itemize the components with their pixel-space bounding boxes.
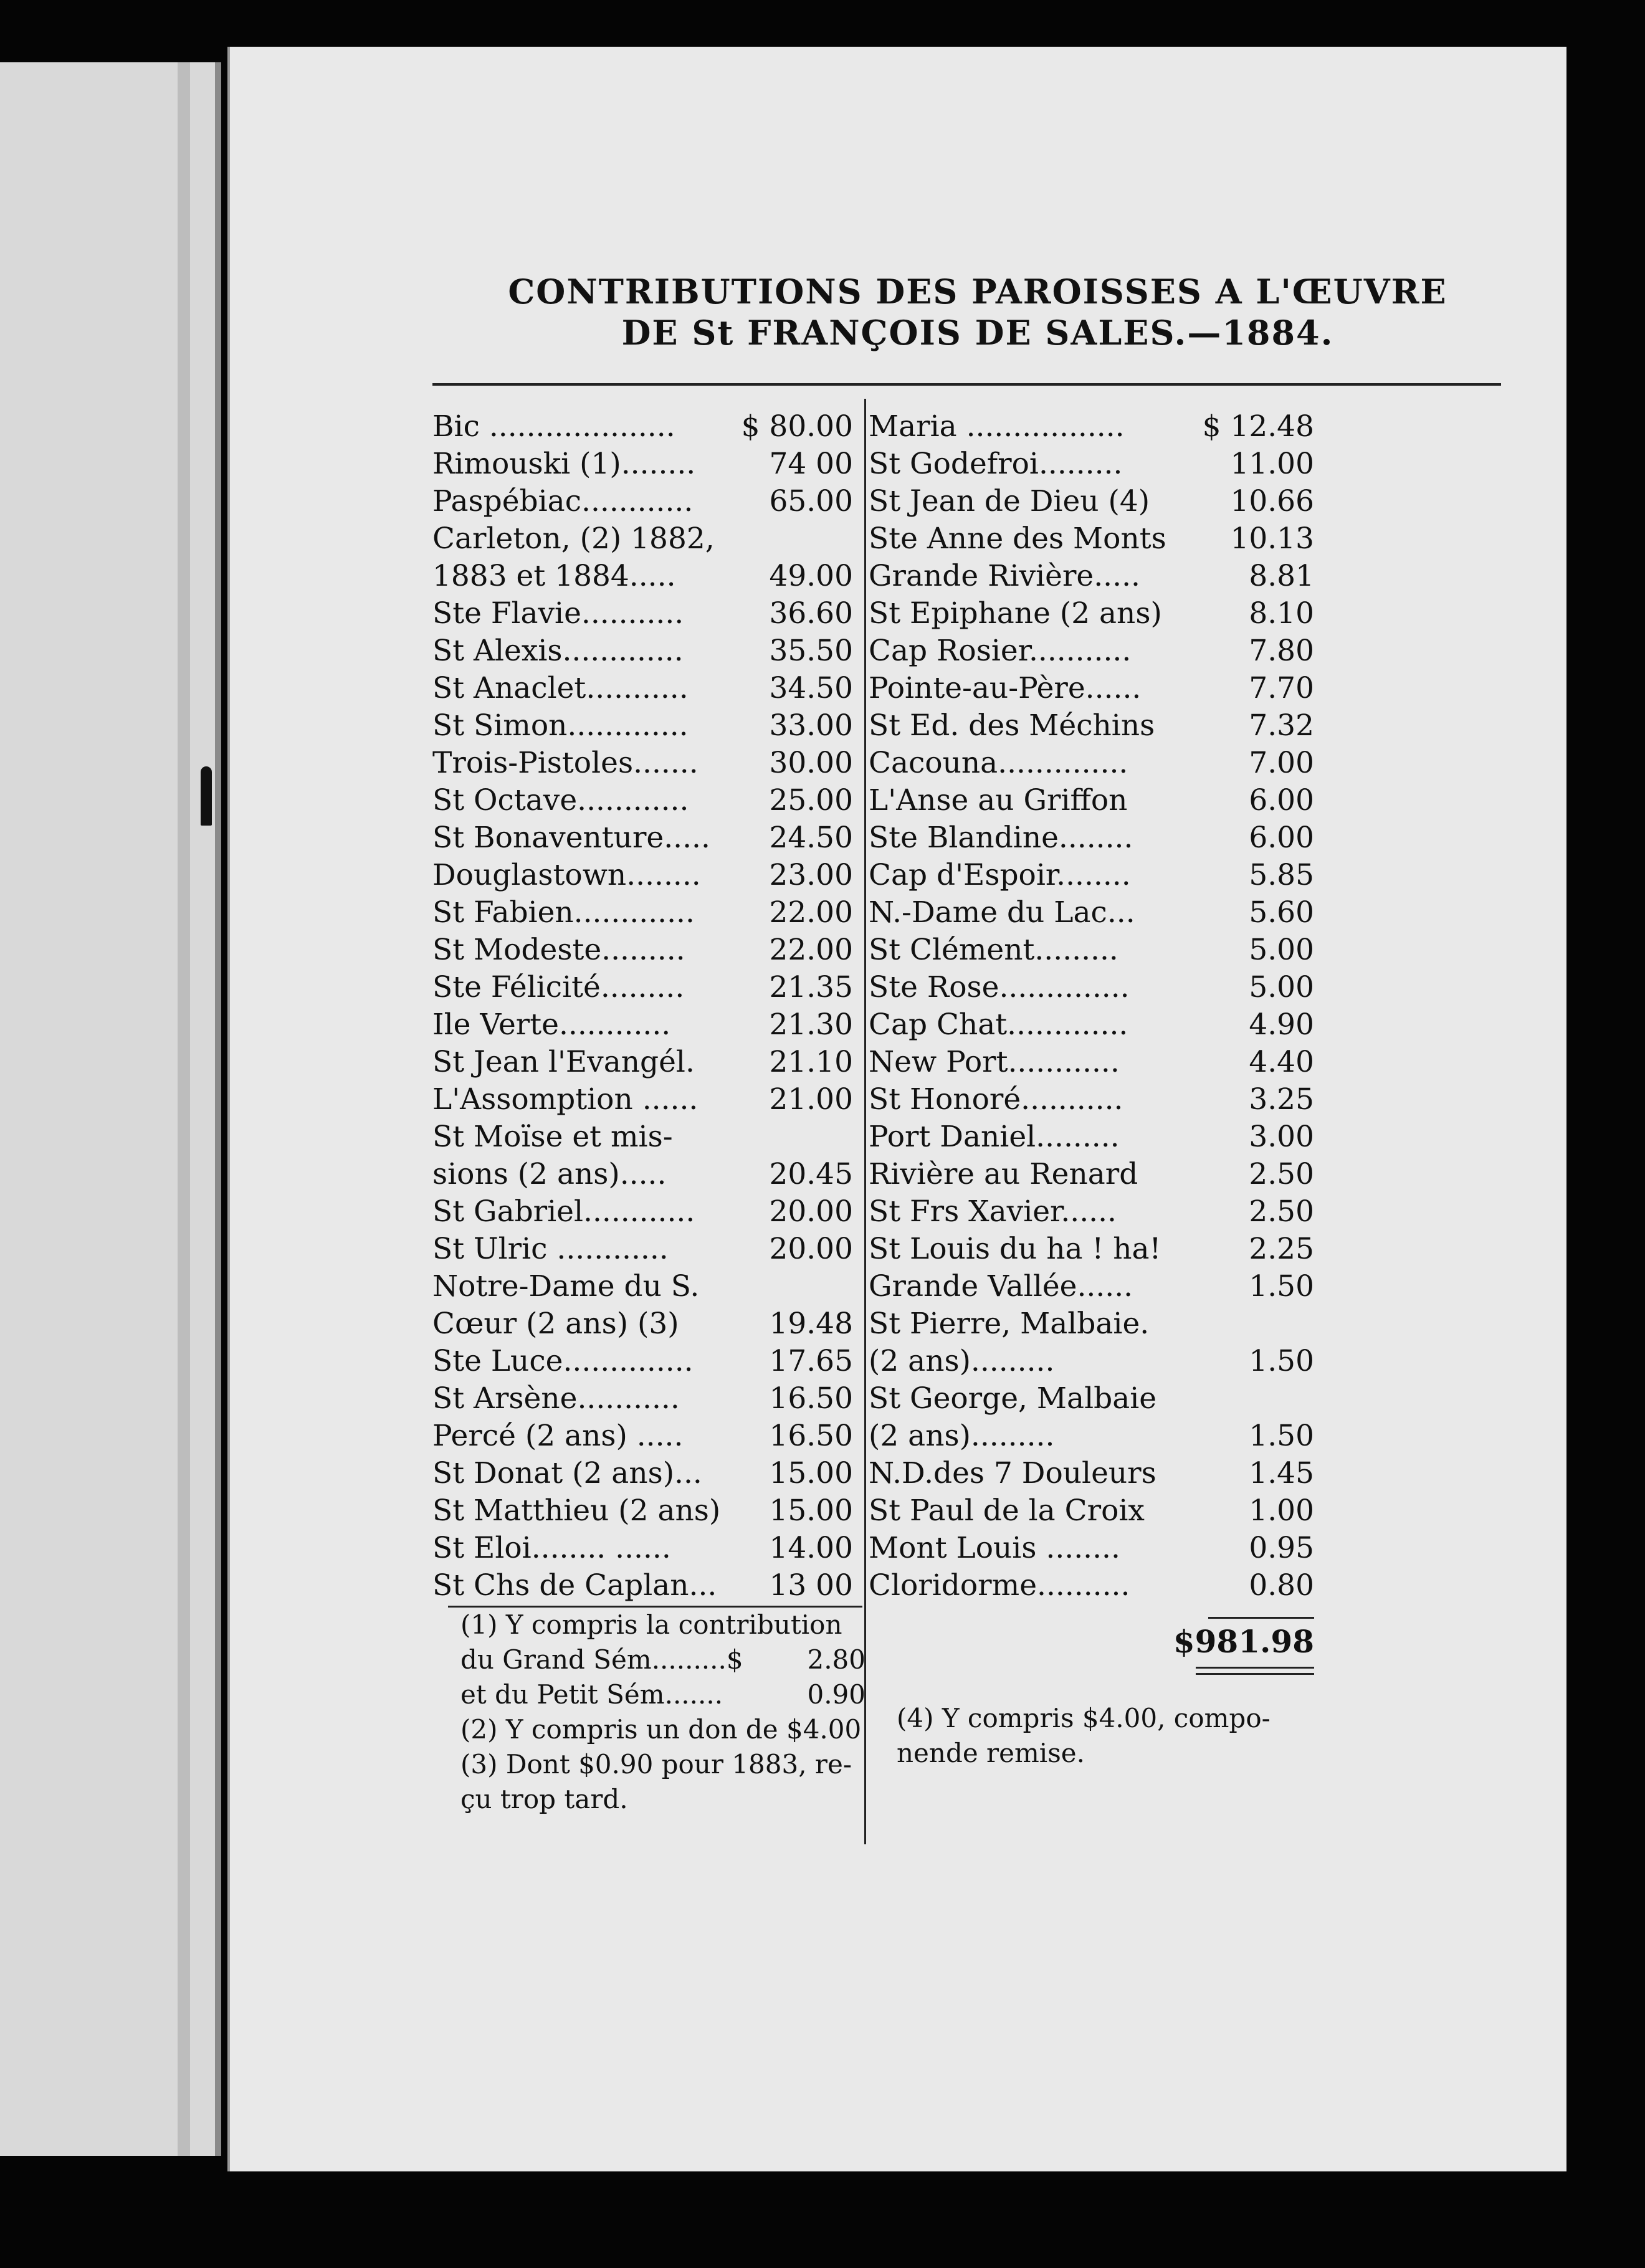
table-row — [432, 670, 853, 707]
parish-amount: 7.70 — [1249, 671, 1314, 705]
table-row — [869, 969, 1314, 1006]
parish-amount: 21.35 — [769, 970, 853, 1004]
parish-name: Ste Blandine........ — [869, 821, 1133, 855]
title-line-2: DE St FRANÇOIS DE SALES.—1884. — [621, 313, 1334, 353]
parish-name: St Anaclet........... — [432, 671, 689, 705]
table-row — [432, 595, 853, 632]
parish-amount: 11.00 — [1230, 447, 1314, 481]
parish-amount: 20.45 — [769, 1157, 853, 1191]
parish-name: St Matthieu (2 ans) — [432, 1494, 721, 1528]
footnotes-right — [897, 1701, 1345, 1776]
parish-amount: 1.00 — [1249, 1494, 1314, 1528]
parish-name: Cacouna.............. — [869, 746, 1128, 780]
table-row — [432, 1231, 853, 1268]
parish-amount: 4.90 — [1249, 1008, 1314, 1042]
total-rule-bottom — [1196, 1667, 1314, 1669]
parish-amount: 25.00 — [769, 783, 853, 817]
table-row — [432, 819, 853, 857]
parish-name: St Moïse et mis- — [432, 1120, 673, 1154]
parish-amount: 1.45 — [1249, 1456, 1314, 1490]
table-row — [869, 408, 1314, 446]
parish-amount: $ 80.00 — [741, 409, 853, 444]
parish-name: Port Daniel......... — [869, 1120, 1120, 1154]
pin-mark — [201, 766, 212, 826]
table-row — [432, 1455, 853, 1492]
parish-name: Cap d'Espoir........ — [869, 858, 1131, 892]
table-row — [432, 707, 853, 745]
table-row — [432, 1567, 853, 1604]
footnote-text: du Grand Sém.........$ — [460, 1644, 743, 1675]
parish-name: St Pierre, Malbaie. — [869, 1307, 1150, 1341]
table-row — [869, 1156, 1314, 1193]
table-row — [432, 857, 853, 894]
footnote-text: çu trop tard. — [460, 1784, 628, 1814]
parish-amount: 74 00 — [769, 447, 853, 481]
table-row — [869, 819, 1314, 857]
parish-amount: 5.00 — [1249, 970, 1314, 1004]
parish-name: Percé (2 ans) ..... — [432, 1419, 684, 1453]
parish-amount: 22.00 — [769, 895, 853, 930]
table-row — [432, 446, 853, 483]
table-row — [869, 1268, 1314, 1305]
right-column — [869, 408, 1314, 1604]
parish-name: Ste Anne des Monts — [869, 522, 1166, 556]
footnotes-left — [460, 1608, 865, 1819]
parish-amount: 1.50 — [1249, 1269, 1314, 1303]
parish-name: Ste Flavie........... — [432, 596, 684, 631]
table-row — [869, 1455, 1314, 1492]
parish-name: L'Anse au Griffon — [869, 783, 1128, 817]
parish-name: L'Assomption ...... — [432, 1082, 699, 1117]
parish-name: Bic .................... — [432, 409, 675, 444]
table-row — [869, 1492, 1314, 1530]
document-page — [227, 47, 1566, 2171]
footnote-line: nende remise. — [897, 1738, 1085, 1768]
parish-name: Maria ................. — [869, 409, 1125, 444]
parish-amount: 0.80 — [1249, 1568, 1314, 1603]
table-row — [869, 1418, 1314, 1455]
table-row — [432, 1118, 853, 1156]
parish-amount: 5.85 — [1249, 858, 1314, 892]
table-row — [869, 446, 1314, 483]
parish-amount: 20.00 — [769, 1194, 853, 1229]
parish-name: St Epiphane (2 ans) — [869, 596, 1162, 631]
table-row — [432, 1380, 853, 1418]
page-title — [417, 271, 1538, 353]
parish-name: Carleton, (2) 1882, — [432, 522, 715, 556]
table-row — [432, 969, 853, 1006]
table-row — [869, 1567, 1314, 1604]
table-row — [432, 1044, 853, 1081]
page-fold — [178, 62, 190, 2156]
parish-name: Paspébiac............ — [432, 484, 694, 518]
parish-amount: 7.00 — [1249, 746, 1314, 780]
parish-amount: 22.00 — [769, 933, 853, 967]
table-row — [432, 1156, 853, 1193]
footnote-amount: 0.90 — [807, 1679, 865, 1710]
parish-amount: 5.60 — [1249, 895, 1314, 930]
table-row — [869, 894, 1314, 932]
parish-name: St Frs Xavier...... — [869, 1194, 1117, 1229]
parish-amount: 7.80 — [1249, 634, 1314, 668]
parish-amount: 1.50 — [1249, 1419, 1314, 1453]
table-row — [869, 670, 1314, 707]
parish-name: Trois-Pistoles....... — [432, 746, 699, 780]
table-row — [869, 857, 1314, 894]
parish-amount: 3.00 — [1249, 1120, 1314, 1154]
parish-name: Rivière au Renard — [869, 1157, 1138, 1191]
parish-name: (2 ans)......... — [869, 1419, 1055, 1453]
parish-amount: 4.40 — [1249, 1045, 1314, 1079]
parish-name: St Chs de Caplan... — [432, 1568, 717, 1603]
table-row — [869, 520, 1314, 558]
table-row — [869, 595, 1314, 632]
parish-name: St George, Malbaie — [869, 1381, 1157, 1416]
parish-amount: 14.00 — [769, 1531, 853, 1565]
table-row — [869, 1081, 1314, 1118]
parish-name: St Donat (2 ans)... — [432, 1456, 702, 1490]
parish-amount: 21.30 — [769, 1008, 853, 1042]
parish-amount: 20.00 — [769, 1232, 853, 1266]
table-row — [432, 1530, 853, 1567]
parish-name: St Simon............. — [432, 708, 689, 743]
parish-name: (2 ans)......... — [869, 1344, 1055, 1378]
parish-name: St Modeste......... — [432, 933, 685, 967]
parish-amount: 5.00 — [1249, 933, 1314, 967]
table-row — [432, 520, 853, 558]
parish-name: Grande Vallée...... — [869, 1269, 1133, 1303]
parish-name: St Eloi........ ...... — [432, 1531, 671, 1565]
parish-amount: 2.25 — [1249, 1232, 1314, 1266]
parish-name: St Gabriel............ — [432, 1194, 695, 1229]
parish-amount: 35.50 — [769, 634, 853, 668]
parish-name: St Bonaventure..... — [432, 821, 710, 855]
parish-amount: 24.50 — [769, 821, 853, 855]
parish-amount: 10.13 — [1230, 522, 1314, 556]
footnote-text: (3) Dont $0.90 pour 1883, re- — [460, 1749, 852, 1780]
left-column — [432, 408, 853, 1604]
parish-name: N.-Dame du Lac... — [869, 895, 1135, 930]
parish-name: Mont Louis ........ — [869, 1531, 1120, 1565]
table-row — [869, 1305, 1314, 1343]
parish-amount: 6.00 — [1249, 783, 1314, 817]
table-row — [432, 1193, 853, 1231]
table-row — [869, 932, 1314, 969]
parish-amount: 16.50 — [769, 1419, 853, 1453]
table-row — [869, 1343, 1314, 1380]
table-row — [432, 632, 853, 670]
parish-amount: 21.00 — [769, 1082, 853, 1117]
parish-amount: 2.50 — [1249, 1157, 1314, 1191]
parish-amount: 10.66 — [1230, 484, 1314, 518]
footnote-text: (1) Y compris la contribution — [460, 1609, 842, 1640]
total-amount: $981.98 — [1173, 1623, 1314, 1660]
parish-name: Cap Rosier........... — [869, 634, 1132, 668]
parish-name: Douglastown........ — [432, 858, 701, 892]
table-row — [432, 894, 853, 932]
parish-name: Rimouski (1)........ — [432, 447, 696, 481]
parish-name: Cœur (2 ans) (3) — [432, 1307, 679, 1341]
parish-name: Ile Verte............ — [432, 1008, 671, 1042]
parish-amount: 13 00 — [769, 1568, 853, 1603]
parish-name: St Honoré........... — [869, 1082, 1123, 1117]
parish-name: St Clément......... — [869, 933, 1118, 967]
parish-name: Ste Félicité......... — [432, 970, 685, 1004]
parish-amount: 65.00 — [769, 484, 853, 518]
footnote-line — [460, 1677, 865, 1712]
table-row — [869, 707, 1314, 745]
parish-name: St Fabien............. — [432, 895, 695, 930]
footnote-line — [460, 1747, 865, 1782]
footnote-line — [460, 1782, 865, 1817]
footnote-text: et du Petit Sém....... — [460, 1679, 723, 1710]
parish-name: New Port............ — [869, 1045, 1120, 1079]
parish-amount: 1.50 — [1249, 1344, 1314, 1378]
parish-amount: 16.50 — [769, 1381, 853, 1416]
parish-amount: 15.00 — [769, 1494, 853, 1528]
footnote-text: (2) Y compris un don de $4.00 — [460, 1714, 862, 1745]
parish-amount: 2.50 — [1249, 1194, 1314, 1229]
parish-name: St Paul de la Croix — [869, 1494, 1145, 1528]
left-page-edge — [0, 62, 221, 2156]
table-row — [869, 782, 1314, 819]
title-line-1: CONTRIBUTIONS DES PAROISSES A L'ŒUVRE — [508, 272, 1447, 312]
table-row — [869, 1044, 1314, 1081]
parish-amount: 0.95 — [1249, 1531, 1314, 1565]
parish-name: St Ulric ............ — [432, 1232, 669, 1266]
table-row — [869, 483, 1314, 520]
table-row — [432, 1343, 853, 1380]
table-row — [432, 1418, 853, 1455]
parish-name: St Alexis............. — [432, 634, 684, 668]
footnote-amount: 2.80 — [807, 1644, 865, 1675]
parish-amount: 3.25 — [1249, 1082, 1314, 1117]
table-row — [869, 1118, 1314, 1156]
parish-name: Grande Rivière..... — [869, 559, 1140, 593]
parish-amount: 8.10 — [1249, 596, 1314, 631]
parish-amount: 19.48 — [769, 1307, 853, 1341]
parish-name: St Octave............ — [432, 783, 689, 817]
parish-amount: 49.00 — [769, 559, 853, 593]
table-row — [432, 1492, 853, 1530]
parish-amount: 6.00 — [1249, 821, 1314, 855]
parish-name: sions (2 ans)..... — [432, 1157, 667, 1191]
parish-name: Notre-Dame du S. — [432, 1269, 700, 1303]
parish-name: Ste Luce.............. — [432, 1344, 694, 1378]
table-row — [869, 1530, 1314, 1567]
footnote-line — [460, 1642, 865, 1677]
table-row — [432, 558, 853, 595]
parish-amount: 30.00 — [769, 746, 853, 780]
table-row — [869, 1380, 1314, 1418]
table-row — [869, 1231, 1314, 1268]
parish-amount: 15.00 — [769, 1456, 853, 1490]
table-row — [869, 1006, 1314, 1044]
parish-amount: 7.32 — [1249, 708, 1314, 743]
table-row — [432, 745, 853, 782]
parish-name: Cap Chat............. — [869, 1008, 1128, 1042]
parish-amount: 8.81 — [1249, 559, 1314, 593]
parish-name: St Godefroi......... — [869, 447, 1123, 481]
table-row — [869, 745, 1314, 782]
table-row — [432, 483, 853, 520]
parish-name: St Ed. des Méchins — [869, 708, 1155, 743]
footnote-line — [460, 1608, 865, 1642]
parish-name: St Jean de Dieu (4) — [869, 484, 1150, 518]
parish-name: Pointe-au-Père...... — [869, 671, 1142, 705]
parish-amount: 34.50 — [769, 671, 853, 705]
table-row — [432, 1081, 853, 1118]
parish-name: 1883 et 1884..... — [432, 559, 676, 593]
table-row — [869, 558, 1314, 595]
parish-amount: 33.00 — [769, 708, 853, 743]
parish-name: St Jean l'Evangél. — [432, 1045, 695, 1079]
top-rule — [432, 383, 1501, 386]
table-row — [432, 782, 853, 819]
table-row — [432, 932, 853, 969]
table-row — [869, 1193, 1314, 1231]
parish-name: N.D.des 7 Douleurs — [869, 1456, 1156, 1490]
parish-name: Cloridorme.......... — [869, 1568, 1130, 1603]
parish-amount: $ 12.48 — [1202, 409, 1314, 444]
parish-name: Ste Rose.............. — [869, 970, 1130, 1004]
footnote-line — [460, 1712, 865, 1747]
table-row — [432, 1268, 853, 1305]
total-rule-top — [1208, 1617, 1314, 1619]
table-row — [432, 1305, 853, 1343]
table-row — [432, 1006, 853, 1044]
table-row — [869, 632, 1314, 670]
parish-amount: 23.00 — [769, 858, 853, 892]
parish-amount: 17.65 — [769, 1344, 853, 1378]
table-row — [432, 408, 853, 446]
parish-amount: 36.60 — [769, 596, 853, 631]
footnote-line: (4) Y compris $4.00, compo- — [897, 1703, 1271, 1733]
parish-name: St Louis du ha ! ha! — [869, 1232, 1161, 1266]
total-rule-bottom-2 — [1196, 1673, 1314, 1675]
parish-name: St Arsène........... — [432, 1381, 680, 1416]
parish-amount: 21.10 — [769, 1045, 853, 1079]
